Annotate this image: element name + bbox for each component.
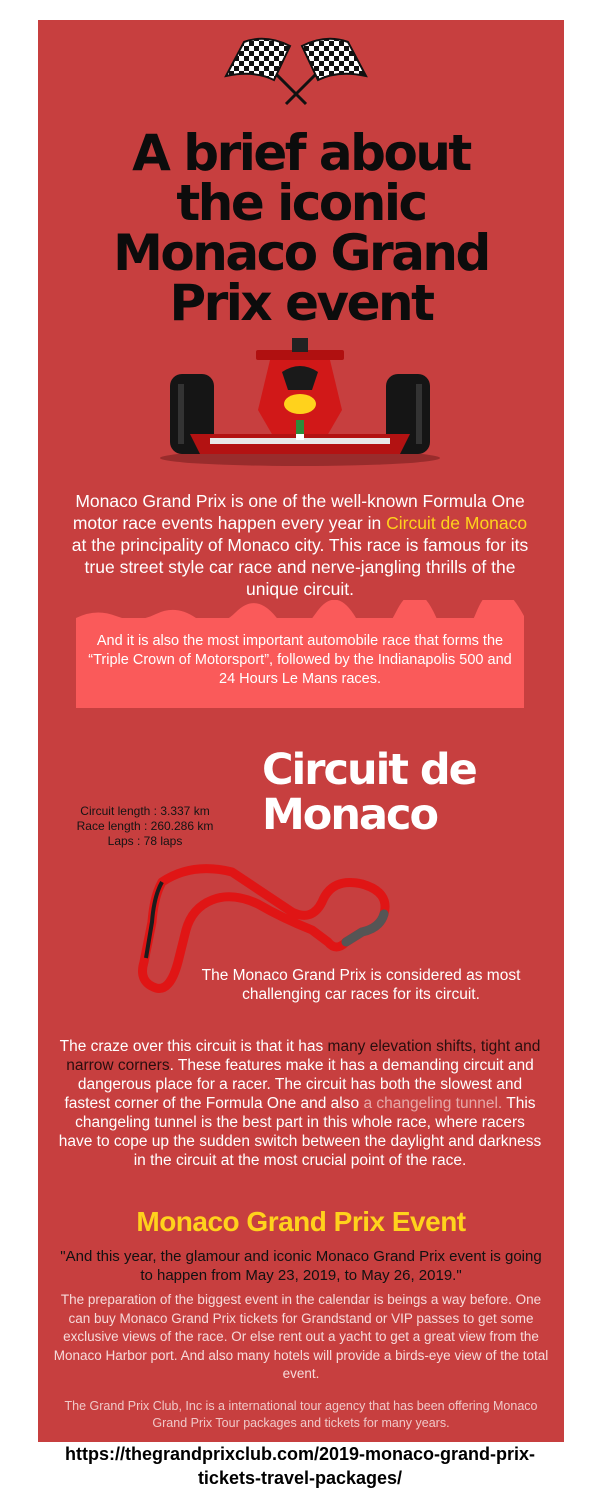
event-description: The preparation of the biggest event in the calendar is beings a way before. One can buy Monaco Grand Prix tickets for Grandstand or VIP passes to get some exclusive views of the race. Or else rent out a yacht to get a great view from the Monaco Harbor port. And also many hotels will provide a birds-eye view of the total event. — [53, 1292, 549, 1381]
triple-crown-box — [76, 618, 524, 708]
circuit-caption: The Monaco Grand Prix is considered as most challenging car races for its circuit. — [201, 967, 521, 1003]
triple-crown-text-part: , followed by the Indianapolis 500 and 24 Hours Le Mans races. — [219, 652, 512, 687]
intro-text: Monaco Grand Prix is one of the well-known Formula One motor race events happen every year in — [72, 491, 525, 533]
circuit-craze-paragraph — [58, 1037, 542, 1170]
source-url — [0, 1442, 600, 1490]
tunnel-highlight: a changeling tunnel. — [363, 1095, 503, 1112]
race-length-stat: Race length : 260.286 km — [76, 819, 214, 833]
event-title: Monaco Grand Prix Event — [136, 1206, 466, 1237]
circuit-title — [262, 745, 476, 840]
title-line: Prix event — [169, 274, 433, 332]
event-date-quote: "And this year, the glamour and iconic Monaco Grand Prix event is going to happen from May 23, 2019, to May 26, 2019." — [60, 1248, 542, 1284]
triple-crown-text — [86, 632, 514, 689]
triple-crown-text-part: And it is also the most important automobile race that forms the — [96, 633, 504, 649]
circuit-name-highlight: Circuit de Monaco — [386, 513, 528, 533]
craze-text: This changeling tunnel is the best part in this whole race, where racers have to cope up the sudden switch between the daylight and darkness in the circuit at the most crucial point of the race. — [58, 1095, 542, 1169]
elevation-highlight: many elevation shifts, tight and narrow corners — [66, 1038, 541, 1074]
intro-paragraph — [64, 490, 536, 600]
checkered-flags-icon — [214, 36, 378, 106]
circuit-title-line: Monaco — [262, 790, 437, 840]
intro-text: at the principality of Monaco city. This race is famous for its true street style car race and nerve-jangling thrills of the unique circuit. — [71, 535, 529, 599]
title-line: the iconic — [176, 174, 426, 232]
url-line: tickets-travel-packages/ — [197, 1468, 403, 1488]
circuit-stats — [50, 804, 240, 849]
laps-stat: Laps : 78 laps — [107, 834, 183, 848]
craze-text: The craze over this circuit is that it has — [59, 1038, 328, 1055]
circuit-title-line: Circuit de — [262, 745, 476, 795]
title-line: Monaco Grand — [113, 224, 489, 282]
agency-note: The Grand Prix Club, Inc is a international tour agency that has been offering Monaco Grand Prix Tour packages and tickets for many years. — [64, 1399, 538, 1430]
page-title — [38, 124, 564, 332]
title-line: A brief about — [132, 124, 470, 182]
url-line: https://thegrandprixclub.com/2019-monaco-grand-prix- — [64, 1444, 536, 1464]
circuit-length-stat: Circuit length : 3.337 km — [80, 804, 210, 818]
triple-crown-quote: “Triple Crown of Motorsport” — [88, 652, 270, 668]
formula-one-car-icon — [150, 330, 450, 470]
craze-text: . These features make it has a demanding circuit and dangerous place for a racer. The circuit has both the slowest and fastest corner of the Formula One and also — [64, 1057, 534, 1112]
